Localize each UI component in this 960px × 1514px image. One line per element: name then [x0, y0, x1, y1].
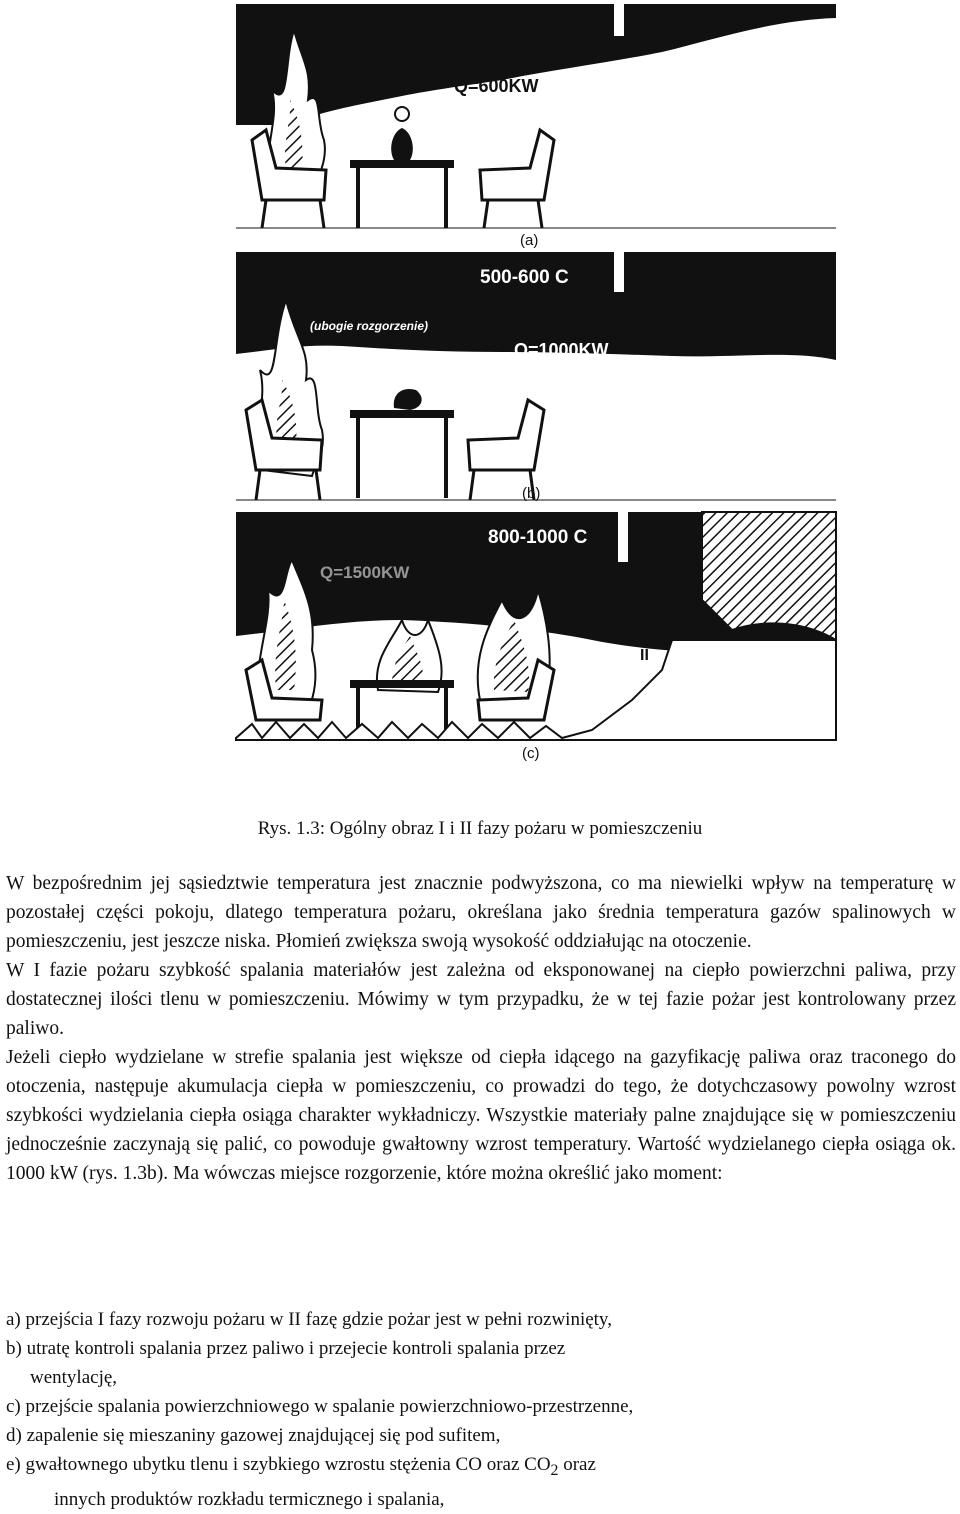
panel-c — [236, 512, 836, 762]
panel-b-temperature-label: 500-600 C — [480, 267, 569, 288]
panel-c-zone-label: II — [640, 647, 649, 664]
panel-b-label: (b) — [522, 485, 541, 502]
panel-b-note-label: (ubogie rozgorzenie) — [310, 319, 428, 333]
paragraph-3: Jeżeli ciepło wydzielane w strefie spalania jest większe od ciepła idącego na gazyfikację paliwa oraz traconego do otoczenia, następuje akumulacja ciepła w pomieszczeniu, co prowadzi do tego, że dotychczasowy powolny wzrost szybkości wydzielania ciepła osiąga charakter wykładniczy. Wszystkie materiały palne znajdujące się w pomieszczeniu jednocześnie zaczynają się palić, co powoduje gwałtowny wzrost temperatury. Wartość wydzielanego ciepła osiąga ok. 1000 kW (rys. 1.3b). Ma wówczas miejsce rozgorzenie, które można określić jako moment: — [6, 1047, 956, 1184]
list-item-c: c) przejście spalania powierzchniowego w spalanie powierzchniowo-przestrzenne, — [6, 1396, 634, 1417]
panel-a — [236, 4, 836, 249]
panel-a-label: (a) — [520, 232, 539, 249]
panel-c-temperature-label: 800-1000 C — [488, 527, 588, 548]
list-item-d: d) zapalenie się mieszaniny gazowej znajdującej się pod sufitem, — [6, 1425, 501, 1446]
paragraph-2: W I fazie pożaru szybkość spalania materiałów jest zależna od eksponowanej na ciepło powierzchni paliwa, przy dostatecznej ilości tlenu w pomieszczeniu. Mówimy w tym przypadku, że w tej fazie pożar jest kontrolowany przez paliwo. — [6, 960, 956, 1039]
panel-c-heat-label: Q=1500KW — [320, 563, 410, 582]
list-item-a: a) przejścia I fazy rozwoju pożaru w II fazę gdzie pożar jest w pełni rozwinięty, — [6, 1309, 612, 1330]
moment-list — [6, 1305, 956, 1514]
paragraph-1: W bezpośrednim jej sąsiedztwie temperatura jest znacznie podwyższona, co ma niewielki wpływ na temperaturę w pozostałej części pokoju, dlatego temperatura pożaru, określana jako średnia temperatura gazów spalinowych w pomieszczeniu, jest jeszcze niska. Płomień zwiększa swoją wysokość oddziałując na otoczenie. — [6, 873, 956, 952]
list-item-b-continuation: wentylację, — [30, 1367, 118, 1388]
list-item-e — [6, 1450, 956, 1485]
fire-phases-illustration — [232, 0, 838, 770]
list-item-e-text: e) gwałtownego ubytku tlenu i szybkiego wzrostu stężenia CO oraz CO — [6, 1454, 551, 1475]
list-item-e-continuation: innych produktów rozkładu termicznego i spalania, — [54, 1488, 445, 1510]
list-item-b: b) utratę kontroli spalania przez paliwo i przejecie kontroli spalania przez — [6, 1338, 566, 1359]
panel-b-heat-label: Q=1000KW — [514, 340, 609, 360]
panel-b — [236, 252, 836, 502]
fire-phases-figure — [232, 0, 838, 770]
figure-caption: Rys. 1.3: Ogólny obraz I i II fazy pożaru w pomieszczeniu — [257, 818, 703, 839]
list-item-e-subscript: 2 — [550, 1461, 559, 1479]
panel-a-heat-label: Q=600KW — [454, 76, 539, 96]
body-text — [6, 869, 956, 1188]
panel-c-label: (c) — [522, 745, 540, 762]
list-item-e-suffix: oraz — [558, 1454, 596, 1475]
